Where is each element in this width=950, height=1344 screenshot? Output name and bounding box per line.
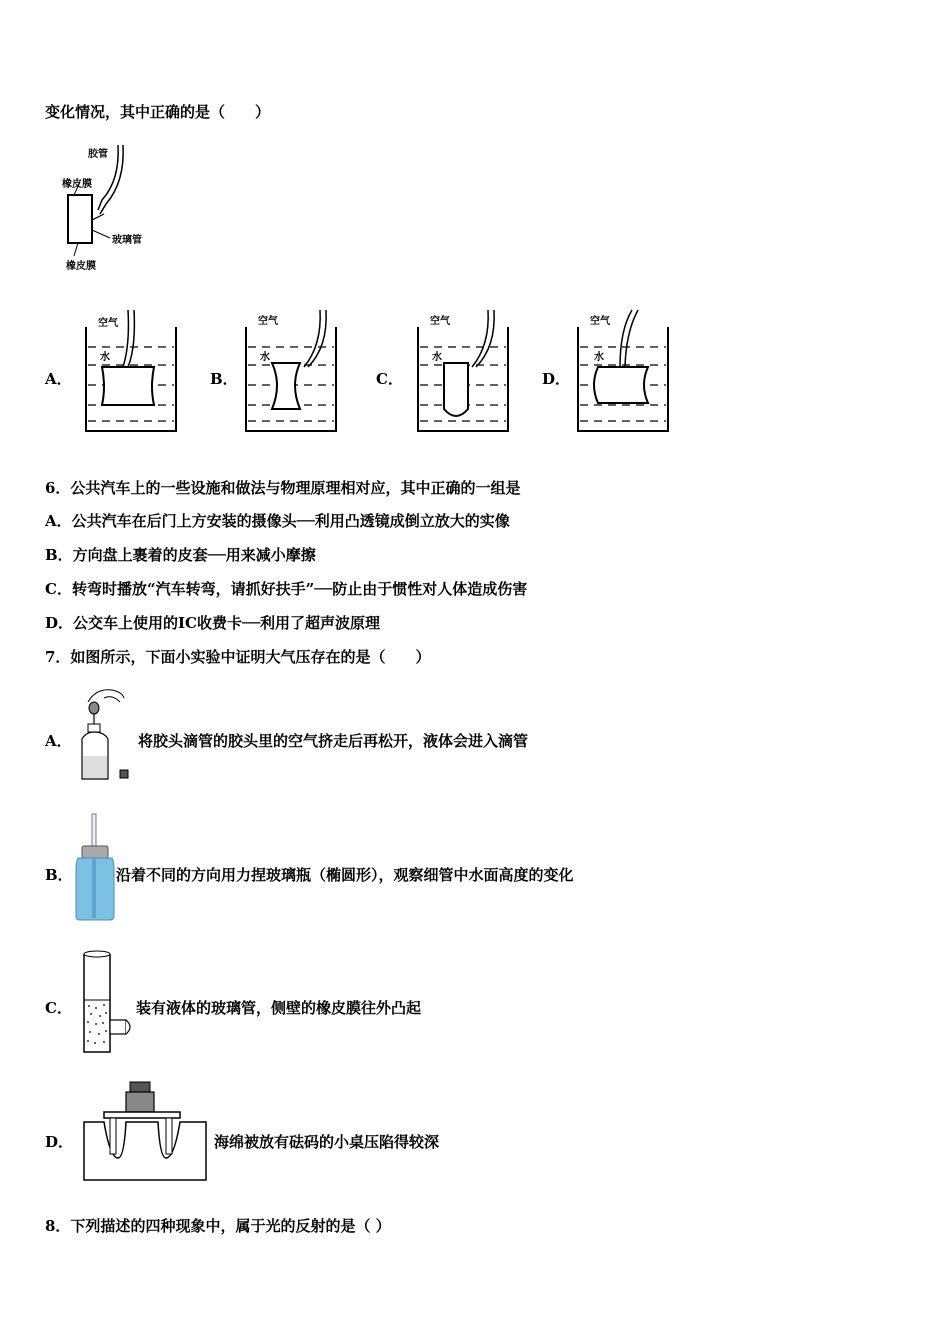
label-membrane-top: 橡皮膜 <box>62 179 92 190</box>
q5-option-a-label: A． <box>45 370 72 388</box>
air-label-b: 空气 <box>258 316 278 327</box>
q6-option-d: D．公交车上使用的IC收费卡──利用了超声波原理 <box>45 614 381 632</box>
q7-option-c-label: C． <box>45 999 72 1017</box>
water-label-c: 水 <box>432 352 442 363</box>
q6-option-c: C．转弯时播放“汽车转弯，请抓好扶手”──防止由于惯性对人体造成伤害 <box>45 580 528 598</box>
air-label-a: 空气 <box>98 318 118 329</box>
q5-apparatus-figure <box>60 140 160 275</box>
q5-option-c-label: C． <box>376 370 403 388</box>
air-label-d: 空气 <box>590 316 610 327</box>
q5-option-b-label: B． <box>210 370 238 388</box>
q5-stem-tail: 变化情况，其中正确的是（ ） <box>45 103 271 121</box>
squeeze-bottle-figure <box>72 812 118 924</box>
glass-tube-membrane-figure <box>76 948 138 1060</box>
q7-option-d-text: 海绵被放有砝码的小桌压陷得较深 <box>214 1133 440 1151</box>
q6-option-a: A．公共汽车在后门上方安装的摄像头──利用凸透镜成倒立放大的实像 <box>45 512 510 530</box>
q7-option-b-text: 沿着不同的方向用力捏玻璃瓶（椭圆形），观察细管中水面高度的变化 <box>116 866 574 884</box>
beaker-c-figure <box>410 305 515 435</box>
q7-stem: 7．如图所示，下面小实验中证明大气压存在的是（ ） <box>45 648 431 666</box>
q6-option-b: B．方向盘上裹着的皮套──用来减小摩擦 <box>45 546 316 564</box>
q6-stem: 6．公共汽车上的一些设施和做法与物理原理相对应，其中正确的一组是 <box>45 479 521 497</box>
dropper-bottle-figure <box>74 684 134 784</box>
q7-option-b-label: B． <box>45 866 73 884</box>
q7-option-d-label: D． <box>45 1133 74 1151</box>
water-label-d: 水 <box>594 352 604 363</box>
beaker-a-figure <box>78 305 183 435</box>
beaker-b-figure <box>238 305 343 435</box>
q7-option-c-text: 装有液体的玻璃管，侧壁的橡皮膜往外凸起 <box>136 999 422 1017</box>
label-glass-tube: 玻璃管 <box>112 235 142 246</box>
air-label-c: 空气 <box>430 316 450 327</box>
label-hose: 胶管 <box>88 149 108 160</box>
q7-option-a-label: A． <box>45 732 72 750</box>
water-label-b: 水 <box>260 352 270 363</box>
beaker-d-figure <box>570 305 675 435</box>
sponge-table-figure <box>80 1078 210 1184</box>
label-membrane-bottom: 橡皮膜 <box>66 261 96 272</box>
q5-option-d-label: D． <box>542 370 571 388</box>
q7-option-a-text: 将胶头滴管的胶头里的空气挤走后再松开，液体会进入滴管 <box>138 732 529 750</box>
water-label-a: 水 <box>100 352 110 363</box>
q8-stem: 8．下列描述的四种现象中，属于光的反射的是（ ） <box>45 1217 391 1235</box>
